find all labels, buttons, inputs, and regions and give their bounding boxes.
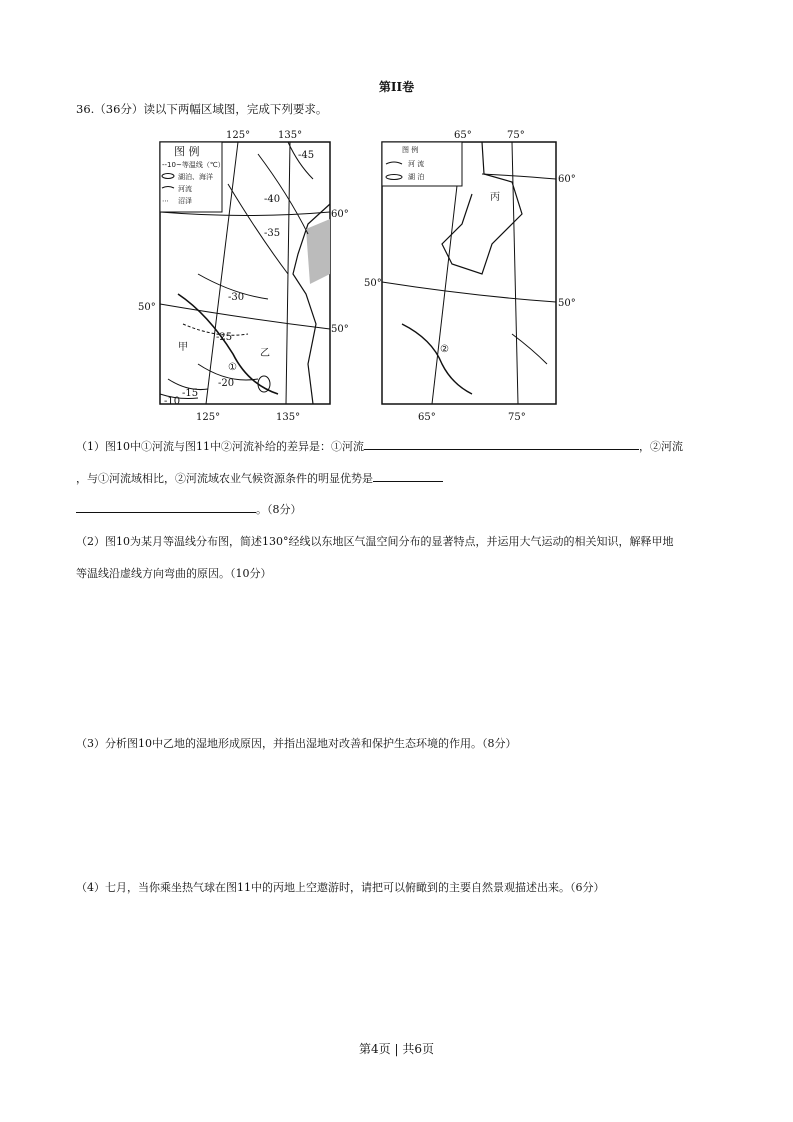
fig10-parallel-60 <box>160 212 330 216</box>
fig10-label-river-1: ① <box>228 362 237 373</box>
fig10-legend-lake: 湖泊、海洋 <box>178 173 213 181</box>
sub1-part-c: ，与①河流域相比，②河流域农业气候资源条件的明显优势是 <box>76 472 373 485</box>
fig11-lon-top-65: 65° <box>454 130 472 141</box>
sub1-blank-1[interactable] <box>364 439 639 450</box>
fig10-label-jia: 甲 <box>178 342 188 353</box>
fig10-lon-bottom-135: 135° <box>276 412 301 423</box>
question-text: 读以下两幅区域图，完成下列要求。 <box>143 102 328 116</box>
fig10-isotherm-label-40: -40 <box>264 194 281 205</box>
fig10-isotherm-label-15: -15 <box>182 388 199 399</box>
fig10-legend-title: 图 例 <box>174 145 200 158</box>
sub1-line2 <box>76 470 443 486</box>
fig10-isotherm-label-25: -25 <box>216 332 233 343</box>
sub4-text: （4）七月，当你乘坐热气球在图11中的丙地上空遨游时，请把可以俯瞰到的主要自然景观描述出来。（6分） <box>76 881 605 894</box>
sub1-blank-3[interactable] <box>76 502 256 513</box>
fig11-parallel-50 <box>382 282 556 302</box>
fig11-lon-top-75: 75° <box>507 130 525 141</box>
sub1-part-b: ，②河流 <box>639 440 683 453</box>
fig10-legend-isotherm: --10~等温线（℃） <box>162 161 225 169</box>
page-footer: 第4页 | 共6页 <box>359 1042 434 1056</box>
fig11-meridian-75 <box>512 142 518 404</box>
sub1-line3 <box>76 501 302 517</box>
fig10-lat-right-60: 60° <box>331 209 349 220</box>
figure-11-map <box>362 124 592 424</box>
fig10-lat-left-50: 50° <box>138 302 156 313</box>
sub1-part-a: （1）图10中①河流与图11中②河流补给的差异是：①河流 <box>76 440 364 453</box>
fig10-lon-top-135: 135° <box>278 130 303 141</box>
fig10-sea-hatch <box>306 219 330 284</box>
sub3-text: （3）分析图10中乙地的湿地形成原因，并指出湿地对改善和保护生态环境的作用。（8分） <box>76 737 517 750</box>
fig10-isotherm-label-45: -45 <box>298 150 315 161</box>
fig10-isotherm-label-35: -35 <box>264 228 281 239</box>
fig11-lat-left-50: 50° <box>364 278 382 289</box>
fig10-isotherm-label-30: -30 <box>228 292 245 303</box>
fig11-label-river-2: ② <box>440 344 449 355</box>
fig11-lon-bottom-65: 65° <box>418 412 436 423</box>
figure-10-map <box>138 124 358 424</box>
fig10-isotherm-label-20: -20 <box>218 378 235 389</box>
fig10-lake <box>258 376 270 392</box>
fig11-legend-title: 图 例 <box>402 146 419 154</box>
fig11-lon-bottom-75: 75° <box>508 412 526 423</box>
fig11-legend-lake: 湖 泊 <box>408 173 425 181</box>
question-number: 36. <box>76 102 95 116</box>
fig11-label-bing: 丙 <box>490 192 500 203</box>
question-header <box>76 101 327 117</box>
fig10-isotherm-label-10: -10 <box>164 396 181 407</box>
fig10-lon-top-125: 125° <box>226 130 251 141</box>
section-title: 第II卷 <box>378 80 415 94</box>
fig10-label-yi: 乙 <box>260 348 270 359</box>
fig10-meridian-135 <box>286 142 290 404</box>
fig10-legend-river: 河流 <box>178 185 192 193</box>
sub1-line1 <box>76 438 683 454</box>
fig10-legend-marsh: 沼泽 <box>178 197 192 205</box>
fig10-legend-marsh-icon: ⋯ <box>162 197 169 205</box>
sub1-blank-2[interactable] <box>373 471 443 482</box>
sub2-line2: 等温线沿虚线方向弯曲的原因。（10分） <box>76 567 272 580</box>
fig10-lon-bottom-125: 125° <box>196 412 221 423</box>
fig11-legend-river: 河 流 <box>408 160 425 168</box>
sub1-part-d: 。（8分） <box>256 503 302 516</box>
fig11-lat-right-50: 50° <box>558 298 576 309</box>
sub2-line1: （2）图10为某月等温线分布图，简述130°经线以东地区气温空间分布的显著特点，并运用大气运动的相关知识，解释甲地 <box>76 535 674 548</box>
fig10-lat-right-50: 50° <box>331 324 349 335</box>
question-points: （36分） <box>94 102 144 116</box>
fig11-lat-right-60: 60° <box>558 174 576 185</box>
